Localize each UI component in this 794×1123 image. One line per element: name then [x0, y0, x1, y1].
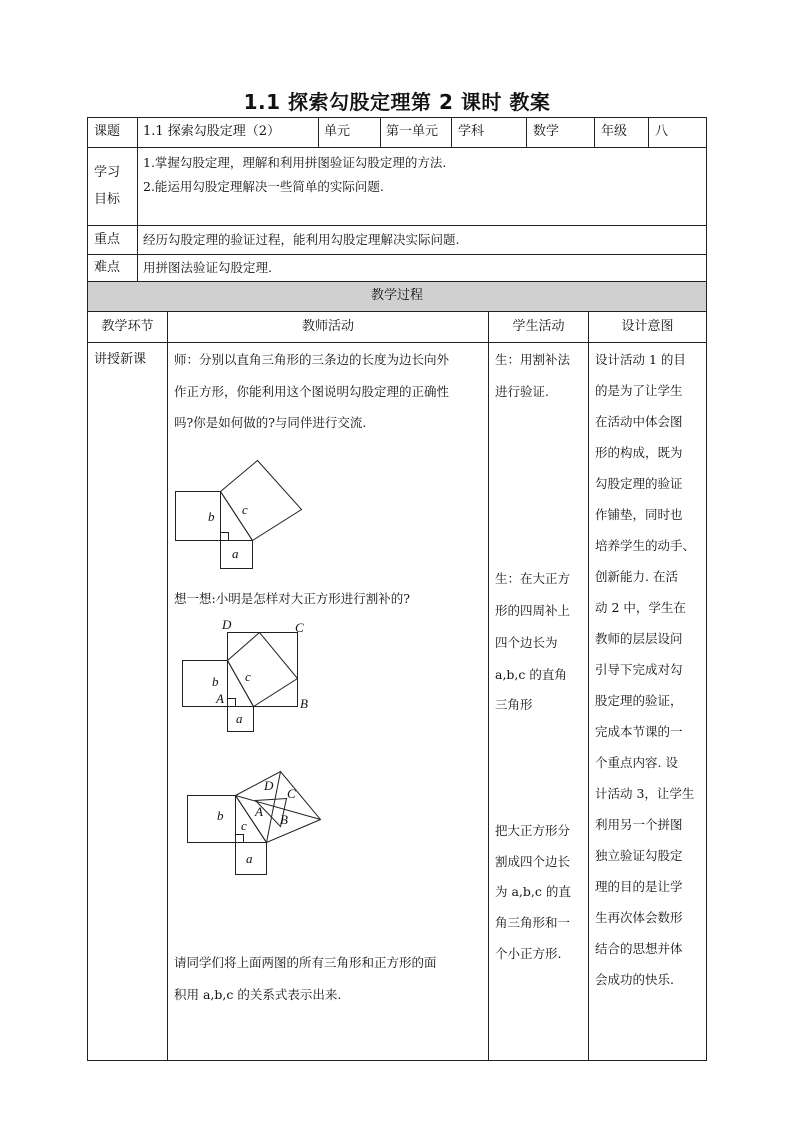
- col-design: 设计意图: [621, 319, 674, 334]
- goal-item-2: 2.能运用勾股定理解决一些简单的实际问题.: [143, 179, 384, 194]
- grade-label: 年级: [601, 124, 628, 139]
- design-l1: 设计活动 1 的目: [595, 352, 686, 367]
- subject-label: 学科: [458, 124, 485, 139]
- design-l7: 培养学生的动手、: [595, 538, 696, 553]
- design-l14: 个重点内容. 设: [595, 755, 678, 770]
- design-l13: 完成本节课的一: [595, 724, 683, 739]
- student-p3-l3: 为 a,b,c 的直: [495, 884, 571, 899]
- teacher-think: 想一想:小明是怎样对大正方形进行割补的?: [174, 591, 410, 606]
- fig2-label-a: a: [236, 711, 243, 726]
- fig2-label-c: c: [245, 669, 251, 684]
- student-p2-l2: 形的四周补上: [495, 603, 571, 618]
- goal-item-1: 1.掌握勾股定理，理解和利用拼图验证勾股定理的方法.: [143, 155, 447, 170]
- course-label: 课题: [94, 124, 121, 139]
- col-stage: 教学环节: [101, 319, 154, 334]
- design-l9: 动 2 中，学生在: [595, 600, 686, 615]
- design-l16: 利用另一个拼图: [595, 817, 683, 832]
- fig3-label-b: b: [217, 808, 224, 823]
- fig3-label-D: D: [264, 778, 274, 793]
- design-l12: 股定理的验证，: [595, 693, 683, 708]
- design-l6: 作铺垫，同时也: [595, 507, 683, 522]
- fig2-label-D: D: [222, 617, 232, 632]
- teacher-end-1: 请同学们将上面两图的所有三角形和正方形的面: [174, 955, 437, 970]
- unit-label: 单元: [324, 124, 351, 139]
- teacher-end-2: 积用 a,b,c 的关系式表示出来.: [174, 987, 342, 1002]
- goals-label-2: 目标: [94, 192, 121, 207]
- process-header: 教学过程: [370, 288, 423, 303]
- design-l21: 会成功的快乐.: [595, 972, 674, 987]
- key-point-text: 经历勾股定理的验证过程，能利用勾股定理解决实际问题.: [143, 232, 460, 247]
- student-p2-l5: 三角形: [495, 697, 533, 712]
- design-l8: 创新能力. 在活: [595, 569, 678, 584]
- stage-label: 讲授新课: [94, 352, 147, 367]
- student-p2-l1: 生：在大正方: [495, 571, 571, 586]
- difficulty-text: 用拼图法验证勾股定理.: [143, 260, 272, 275]
- fig2-label-C: C: [295, 620, 304, 635]
- unit-value: 第一单元: [386, 124, 439, 139]
- design-l3: 在活动中体会图: [595, 414, 683, 429]
- fig1-label-a: a: [232, 546, 239, 561]
- difficulty-label: 难点: [94, 260, 121, 275]
- fig2-label-A: A: [216, 691, 224, 706]
- design-l11: 引导下完成对勾: [595, 662, 683, 677]
- fig1-label-c: c: [242, 502, 248, 517]
- fig3-label-B: B: [280, 812, 288, 827]
- fig3-label-c: c: [241, 818, 247, 833]
- fig3-label-a: a: [246, 851, 253, 866]
- design-l10: 教师的层层设问: [595, 631, 683, 646]
- student-p3-l2: 割成四个边长: [495, 854, 571, 869]
- student-p2-l4: a,b,c 的直角: [495, 667, 567, 682]
- fig2-label-B: B: [300, 696, 308, 711]
- col-student: 学生活动: [512, 319, 565, 334]
- course-value: 1.1 探索勾股定理（2）: [143, 124, 281, 139]
- col-teacher: 教师活动: [301, 319, 354, 334]
- fig1-label-b: b: [208, 509, 215, 524]
- design-l19: 生再次体会数形: [595, 910, 683, 925]
- design-l20: 结合的思想并体: [595, 941, 683, 956]
- student-p3-l4: 角三角形和一: [495, 915, 571, 930]
- student-p2-l3: 四个边长为: [495, 635, 558, 650]
- design-l17: 独立验证勾股定: [595, 848, 683, 863]
- student-p3-l1: 把大正方形分: [495, 823, 571, 838]
- design-l4: 形的构成，既为: [595, 445, 683, 460]
- page-title: 1.1 探索勾股定理第 2 课时 教案: [243, 90, 551, 114]
- design-l15: 计活动 3，让学生: [595, 786, 695, 801]
- fig2-label-b: b: [212, 674, 219, 689]
- key-point-label: 重点: [94, 232, 121, 247]
- subject-value: 数学: [533, 124, 560, 139]
- teacher-line-1: 师：分别以直角三角形的三条边的长度为边长向外: [174, 352, 450, 367]
- teacher-line-3: 吗?你是如何做的?与同伴进行交流.: [174, 415, 367, 430]
- design-l5: 勾股定理的验证: [595, 476, 683, 491]
- design-l2: 的是为了让学生: [595, 383, 683, 398]
- student-p3-l5: 个小正方形.: [495, 946, 562, 961]
- student-p1-l1: 生：用割补法: [495, 352, 571, 367]
- student-p1-l2: 进行验证.: [495, 384, 549, 399]
- teacher-line-2: 作正方形，你能利用这个图说明勾股定理的正确性: [174, 384, 450, 399]
- grade-value: 八: [655, 124, 669, 139]
- fig3-label-C: C: [287, 786, 296, 801]
- fig3-label-A: A: [255, 804, 263, 819]
- goals-label-1: 学习: [94, 165, 121, 180]
- design-l18: 理的目的是让学: [595, 879, 683, 894]
